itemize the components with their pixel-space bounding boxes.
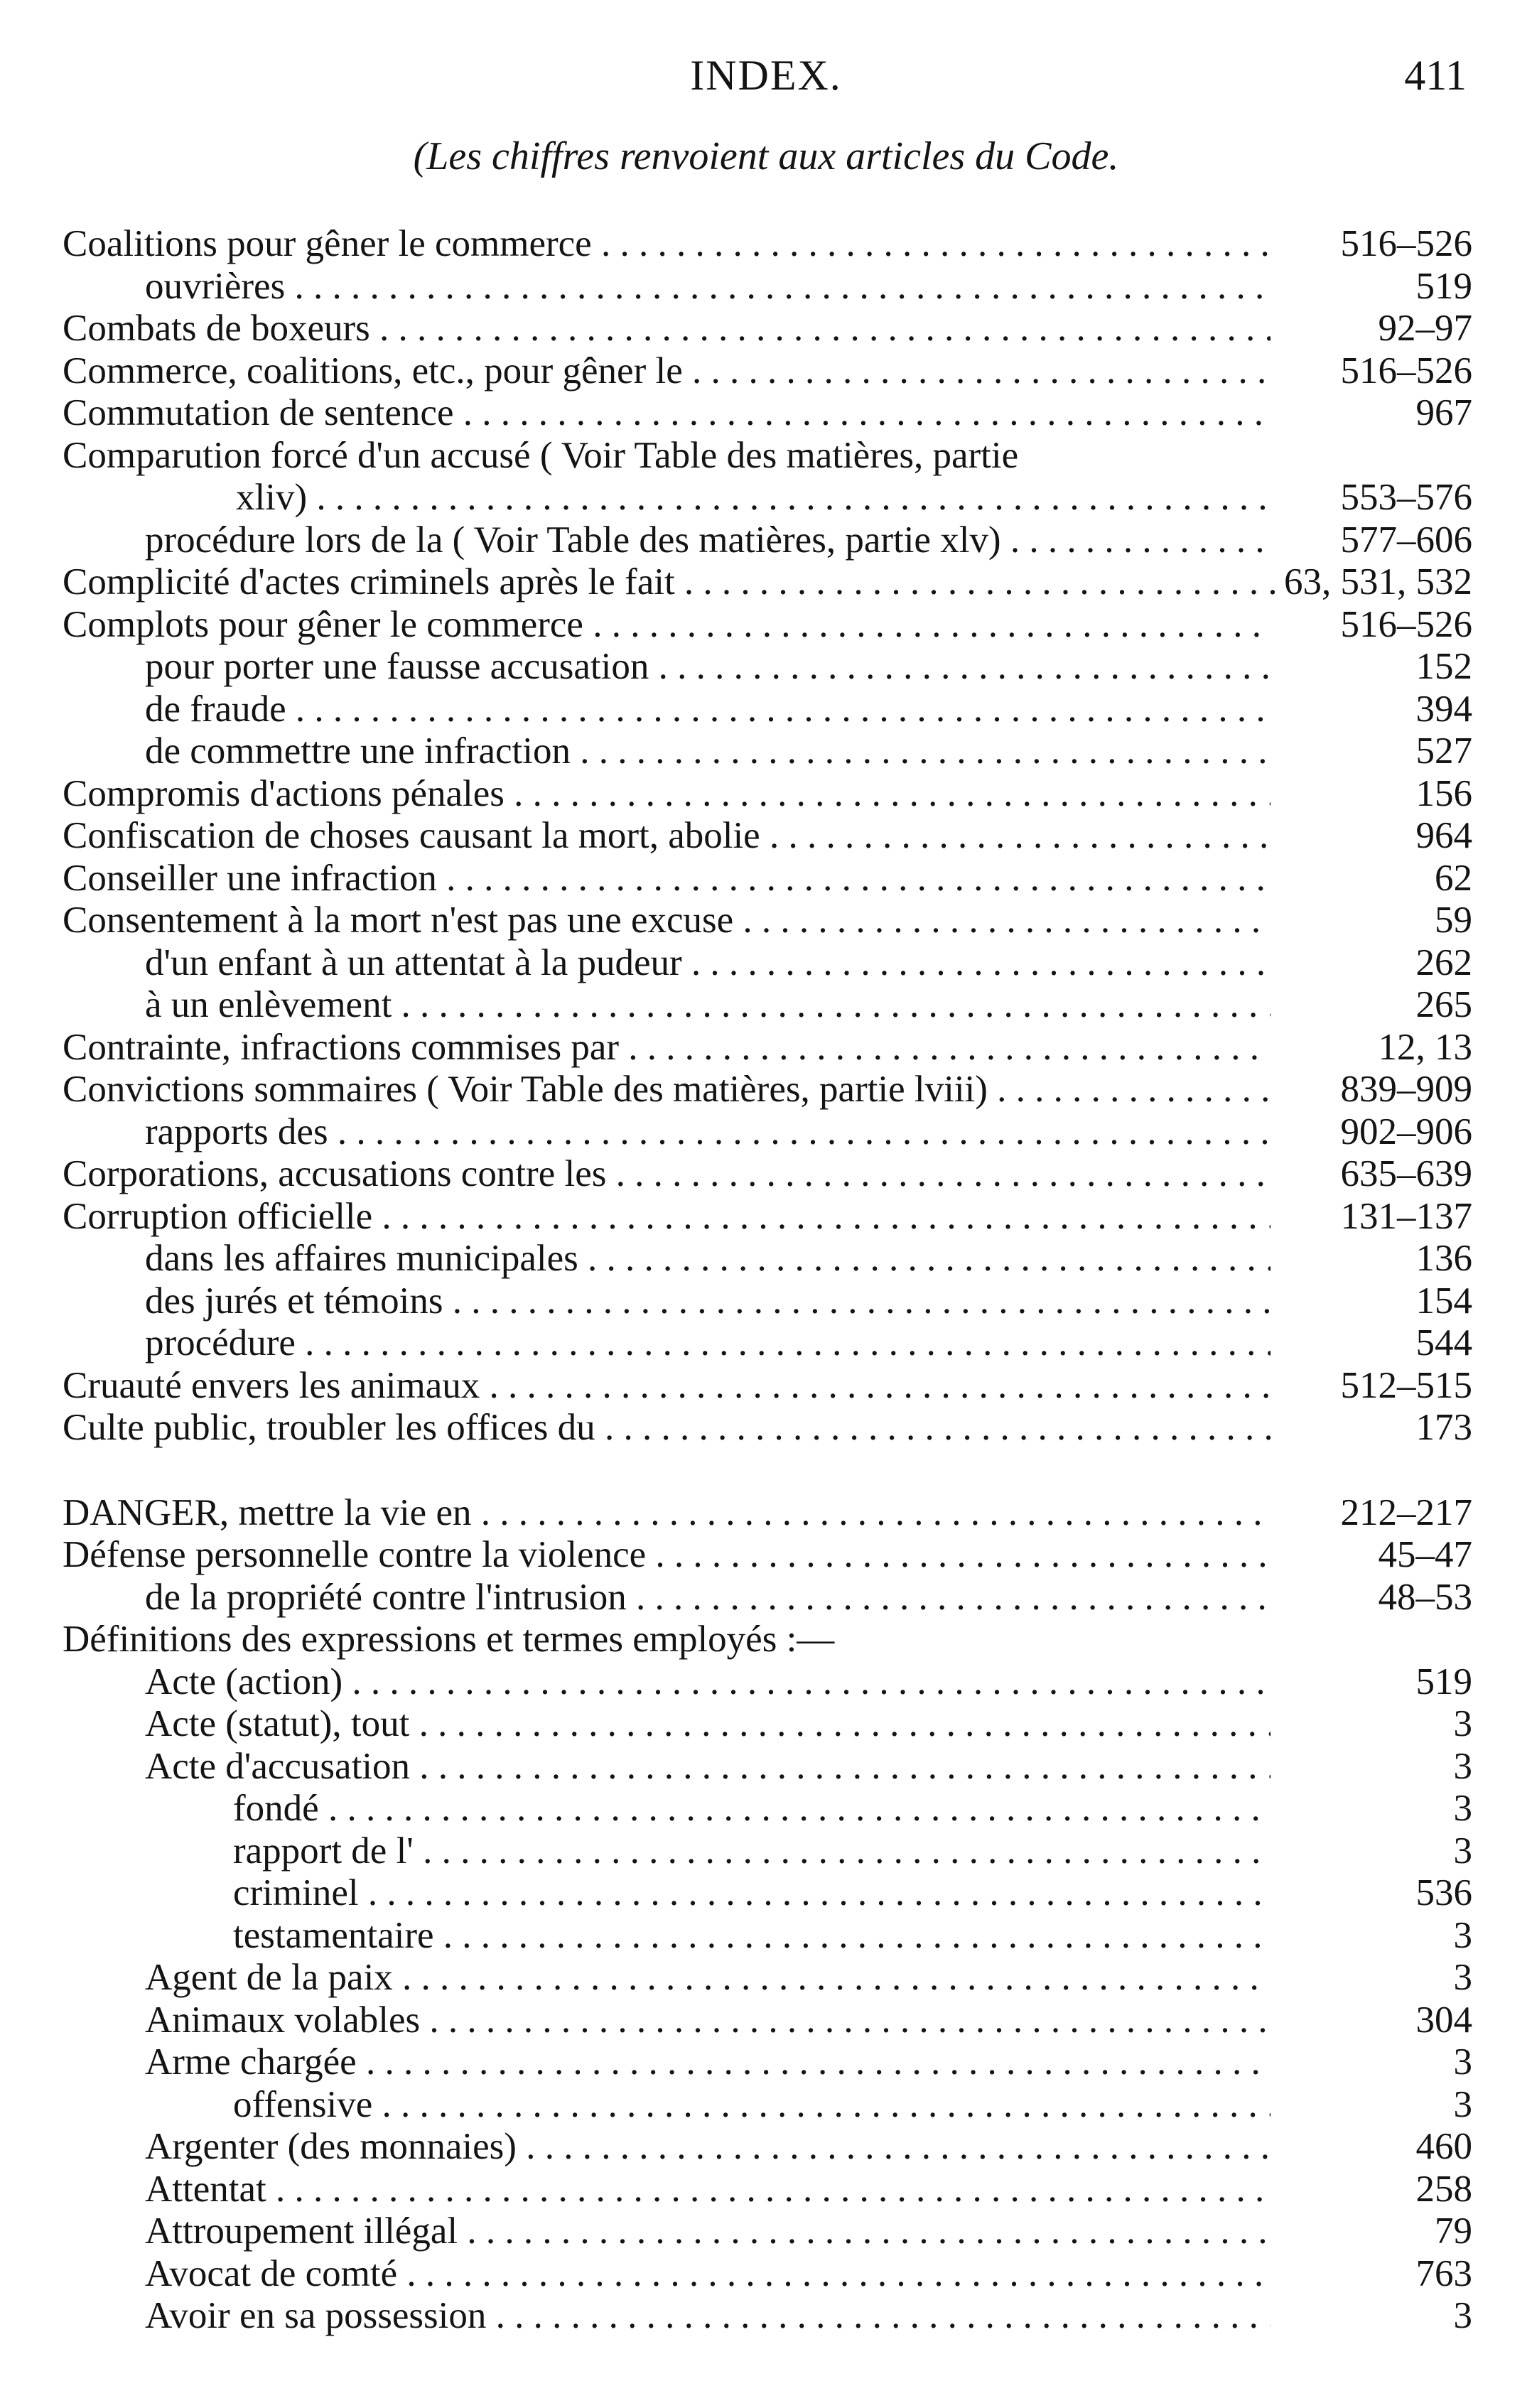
index-entry <box>63 730 1472 773</box>
index-entry <box>63 984 1472 1027</box>
entry-reference: 635–639 <box>1337 1153 1473 1196</box>
entry-label: Culte public, troubler les offices du . . . <box>63 1407 1271 1449</box>
entry-reference: 45–47 <box>1374 1534 1473 1577</box>
index-entry <box>63 2169 1472 2211</box>
entry-label: Argenter (des monnaies) . . . <box>145 2126 1271 2169</box>
entry-reference: 265 <box>1412 984 1473 1027</box>
index-entry <box>63 1153 1472 1196</box>
page-number: 411 <box>1404 52 1467 99</box>
entry-reference: 3 <box>1450 2295 1473 2338</box>
entry-reference: 519 <box>1412 266 1473 308</box>
entry-label: Comparution forcé d'un accusé ( Voir Table des matières, partie <box>63 434 1019 476</box>
entry-reference: 3 <box>1450 1788 1473 1830</box>
index-entry <box>63 1069 1472 1111</box>
entry-label: Acte (statut), tout . . . <box>145 1703 1271 1746</box>
index-entry <box>63 1322 1472 1365</box>
index-entry <box>63 1661 1472 1704</box>
entry-label: Animaux volables . . . <box>145 1999 1271 2042</box>
entry-reference: 3 <box>1450 1703 1473 1746</box>
entry-label: Confiscation de choses causant la mort, abolie . . . <box>63 815 1271 858</box>
index-entry <box>63 1957 1472 1999</box>
entry-label: testamentaire . . . <box>233 1915 1271 1958</box>
index-entry <box>63 1027 1472 1069</box>
entry-reference: 3 <box>1450 2041 1473 2084</box>
index-entry <box>63 646 1472 689</box>
entry-label: Corruption officielle . . . <box>63 1196 1271 1238</box>
index-entry <box>63 308 1472 350</box>
index-entries <box>63 223 1472 2338</box>
entry-reference: 516–526 <box>1337 604 1473 647</box>
entry-reference: 839–909 <box>1337 1069 1473 1111</box>
entry-label: de fraude . . . <box>145 689 1271 731</box>
index-entry <box>63 1196 1472 1238</box>
entry-label: Complots pour gêner le commerce . . . <box>63 604 1271 647</box>
entry-label: d'un enfant à un attentat à la pudeur . . . <box>145 942 1271 985</box>
index-entry <box>63 266 1472 308</box>
entry-label: Convictions sommaires ( Voir Table des matières, partie lviii) . . . <box>63 1069 1271 1111</box>
index-entry <box>63 1746 1472 1788</box>
entry-reference: 131–137 <box>1337 1196 1473 1238</box>
index-entry <box>63 689 1472 731</box>
index-entry <box>63 1111 1472 1154</box>
index-entry <box>63 1872 1472 1915</box>
entry-reference: 512–515 <box>1337 1365 1473 1408</box>
entry-label: Commerce, coalitions, etc., pour gêner le . . . <box>63 350 1271 393</box>
entry-label: Agent de la paix . . . <box>145 1957 1271 1999</box>
entry-reference: 3 <box>1450 2084 1473 2127</box>
entry-label: procédure . . . <box>145 1322 1271 1365</box>
page-title: INDEX. <box>690 52 842 99</box>
entry-reference: 92–97 <box>1374 308 1473 350</box>
entry-label: de commettre une infraction . . . <box>145 730 1271 773</box>
index-entry <box>63 223 1472 266</box>
entry-reference: 394 <box>1412 689 1473 731</box>
index-entry <box>63 1492 1472 1535</box>
entry-reference: 516–526 <box>1337 223 1473 266</box>
entry-label: Commutation de sentence . . . <box>63 392 1271 435</box>
index-entry <box>63 2041 1472 2084</box>
entry-label: xliv) . . . <box>236 477 1271 519</box>
index-entry <box>63 2210 1472 2253</box>
entry-label: Corporations, accusations contre les . . . <box>63 1153 1271 1196</box>
entry-label: Avoir en sa possession . . . <box>145 2295 1271 2338</box>
entry-reference: 3 <box>1450 1830 1473 1873</box>
entry-reference: 3 <box>1450 1746 1473 1788</box>
entry-reference: 553–576 <box>1337 477 1473 519</box>
index-entry <box>63 350 1472 393</box>
entry-label: ouvrières . . . <box>145 266 1271 308</box>
page-subtitle: (Les chiffres renvoient aux articles du Code. <box>413 134 1119 178</box>
index-entry <box>63 1280 1472 1323</box>
index-entry <box>63 2253 1472 2296</box>
entry-reference: 79 <box>1430 2210 1472 2253</box>
entry-label: à un enlèvement . . . <box>145 984 1271 1027</box>
entry-label: Attroupement illégal . . . <box>145 2210 1271 2253</box>
index-entry <box>63 1619 1472 1661</box>
index-entry <box>63 1703 1472 1746</box>
index-entry <box>63 1407 1472 1449</box>
entry-reference: 460 <box>1412 2126 1473 2169</box>
index-entry <box>63 2126 1472 2169</box>
index-entry <box>63 604 1472 647</box>
entry-reference: 519 <box>1412 1661 1473 1704</box>
entry-label: Consentement à la mort n'est pas une excuse . . . <box>63 900 1271 942</box>
entry-reference: 258 <box>1412 2169 1473 2211</box>
entry-label: Arme chargée . . . <box>145 2041 1271 2084</box>
index-entry <box>63 1577 1472 1619</box>
index-entry <box>63 858 1472 900</box>
entry-label: Conseiller une infraction . . . <box>63 858 1271 900</box>
entry-label: procédure lors de la ( Voir Table des matières, partie xlv) . . . <box>145 519 1271 562</box>
index-entry <box>63 1915 1472 1958</box>
entry-label: rapports des . . . <box>145 1111 1271 1154</box>
entry-label: DANGER, mettre la vie en . . . <box>63 1492 1271 1535</box>
entry-label: Attentat . . . <box>145 2169 1271 2211</box>
entry-reference: 63, 531, 532 <box>1280 561 1472 604</box>
entry-reference: 12, 13 <box>1374 1027 1473 1069</box>
entry-label: Cruauté envers les animaux . . . <box>63 1365 1271 1408</box>
index-entry <box>63 1365 1472 1408</box>
entry-reference: 902–906 <box>1337 1111 1473 1154</box>
entry-reference: 964 <box>1412 815 1473 858</box>
entry-reference: 304 <box>1412 1999 1473 2042</box>
entry-reference: 3 <box>1450 1957 1473 1999</box>
entry-reference: 62 <box>1430 858 1472 900</box>
entry-reference: 212–217 <box>1337 1492 1473 1535</box>
entry-reference: 136 <box>1412 1238 1473 1280</box>
entry-reference: 262 <box>1412 942 1473 985</box>
index-entry <box>63 2295 1472 2338</box>
entry-reference: 152 <box>1412 646 1473 689</box>
entry-label: Acte (action) . . . <box>145 1661 1271 1704</box>
entry-reference: 173 <box>1412 1407 1473 1449</box>
entry-label: Acte d'accusation . . . <box>145 1746 1271 1788</box>
index-entry <box>63 477 1472 519</box>
entry-label: Combats de boxeurs . . . <box>63 308 1271 350</box>
entry-reference: 154 <box>1412 1280 1473 1323</box>
entry-reference: 516–526 <box>1337 350 1473 393</box>
index-entry <box>63 1788 1472 1830</box>
index-entry <box>63 900 1472 942</box>
entry-label: rapport de l' . . . <box>233 1830 1271 1873</box>
entry-label: pour porter une fausse accusation . . . <box>145 646 1271 689</box>
index-entry <box>63 1999 1472 2042</box>
entry-label: Défense personnelle contre la violence . . . <box>63 1534 1271 1577</box>
index-entry <box>63 1830 1472 1873</box>
entry-reference: 763 <box>1412 2253 1473 2296</box>
entry-reference: 536 <box>1412 1872 1473 1915</box>
entry-label: criminel . . . <box>233 1872 1271 1915</box>
entry-label: des jurés et témoins . . . <box>145 1280 1271 1323</box>
index-entry <box>63 1534 1472 1577</box>
index-entry <box>63 392 1472 435</box>
entry-label: dans les affaires municipales . . . <box>145 1238 1271 1280</box>
entry-label: de la propriété contre l'intrusion . . . <box>145 1577 1271 1619</box>
entry-reference: 3 <box>1450 1915 1473 1958</box>
index-entry <box>63 435 1472 477</box>
entry-reference: 156 <box>1412 773 1473 816</box>
index-entry <box>63 561 1472 604</box>
index-entry <box>63 519 1472 562</box>
entry-label: fondé . . . <box>233 1788 1271 1830</box>
entry-label: Complicité d'actes criminels après le fait . . . <box>63 561 1299 604</box>
entry-label: Coalitions pour gêner le commerce . . . <box>63 223 1271 266</box>
index-entry <box>63 2084 1472 2127</box>
index-entry <box>63 1238 1472 1280</box>
index-entry <box>63 942 1472 985</box>
index-entry <box>63 773 1472 816</box>
entry-label: Compromis d'actions pénales . . . <box>63 773 1271 816</box>
entry-label: Contrainte, infractions commises par . . . <box>63 1027 1271 1069</box>
entry-label: Avocat de comté . . . <box>145 2253 1271 2296</box>
entry-reference: 544 <box>1412 1322 1473 1365</box>
entry-label: offensive . . . <box>233 2084 1271 2127</box>
entry-reference: 59 <box>1430 900 1472 942</box>
entry-reference: 527 <box>1412 730 1473 773</box>
entry-reference: 48–53 <box>1374 1577 1473 1619</box>
entry-reference: 577–606 <box>1337 519 1473 562</box>
index-entry <box>63 815 1472 858</box>
entry-label: Définitions des expressions et termes employés :— <box>63 1619 835 1660</box>
entry-reference: 967 <box>1412 392 1473 435</box>
